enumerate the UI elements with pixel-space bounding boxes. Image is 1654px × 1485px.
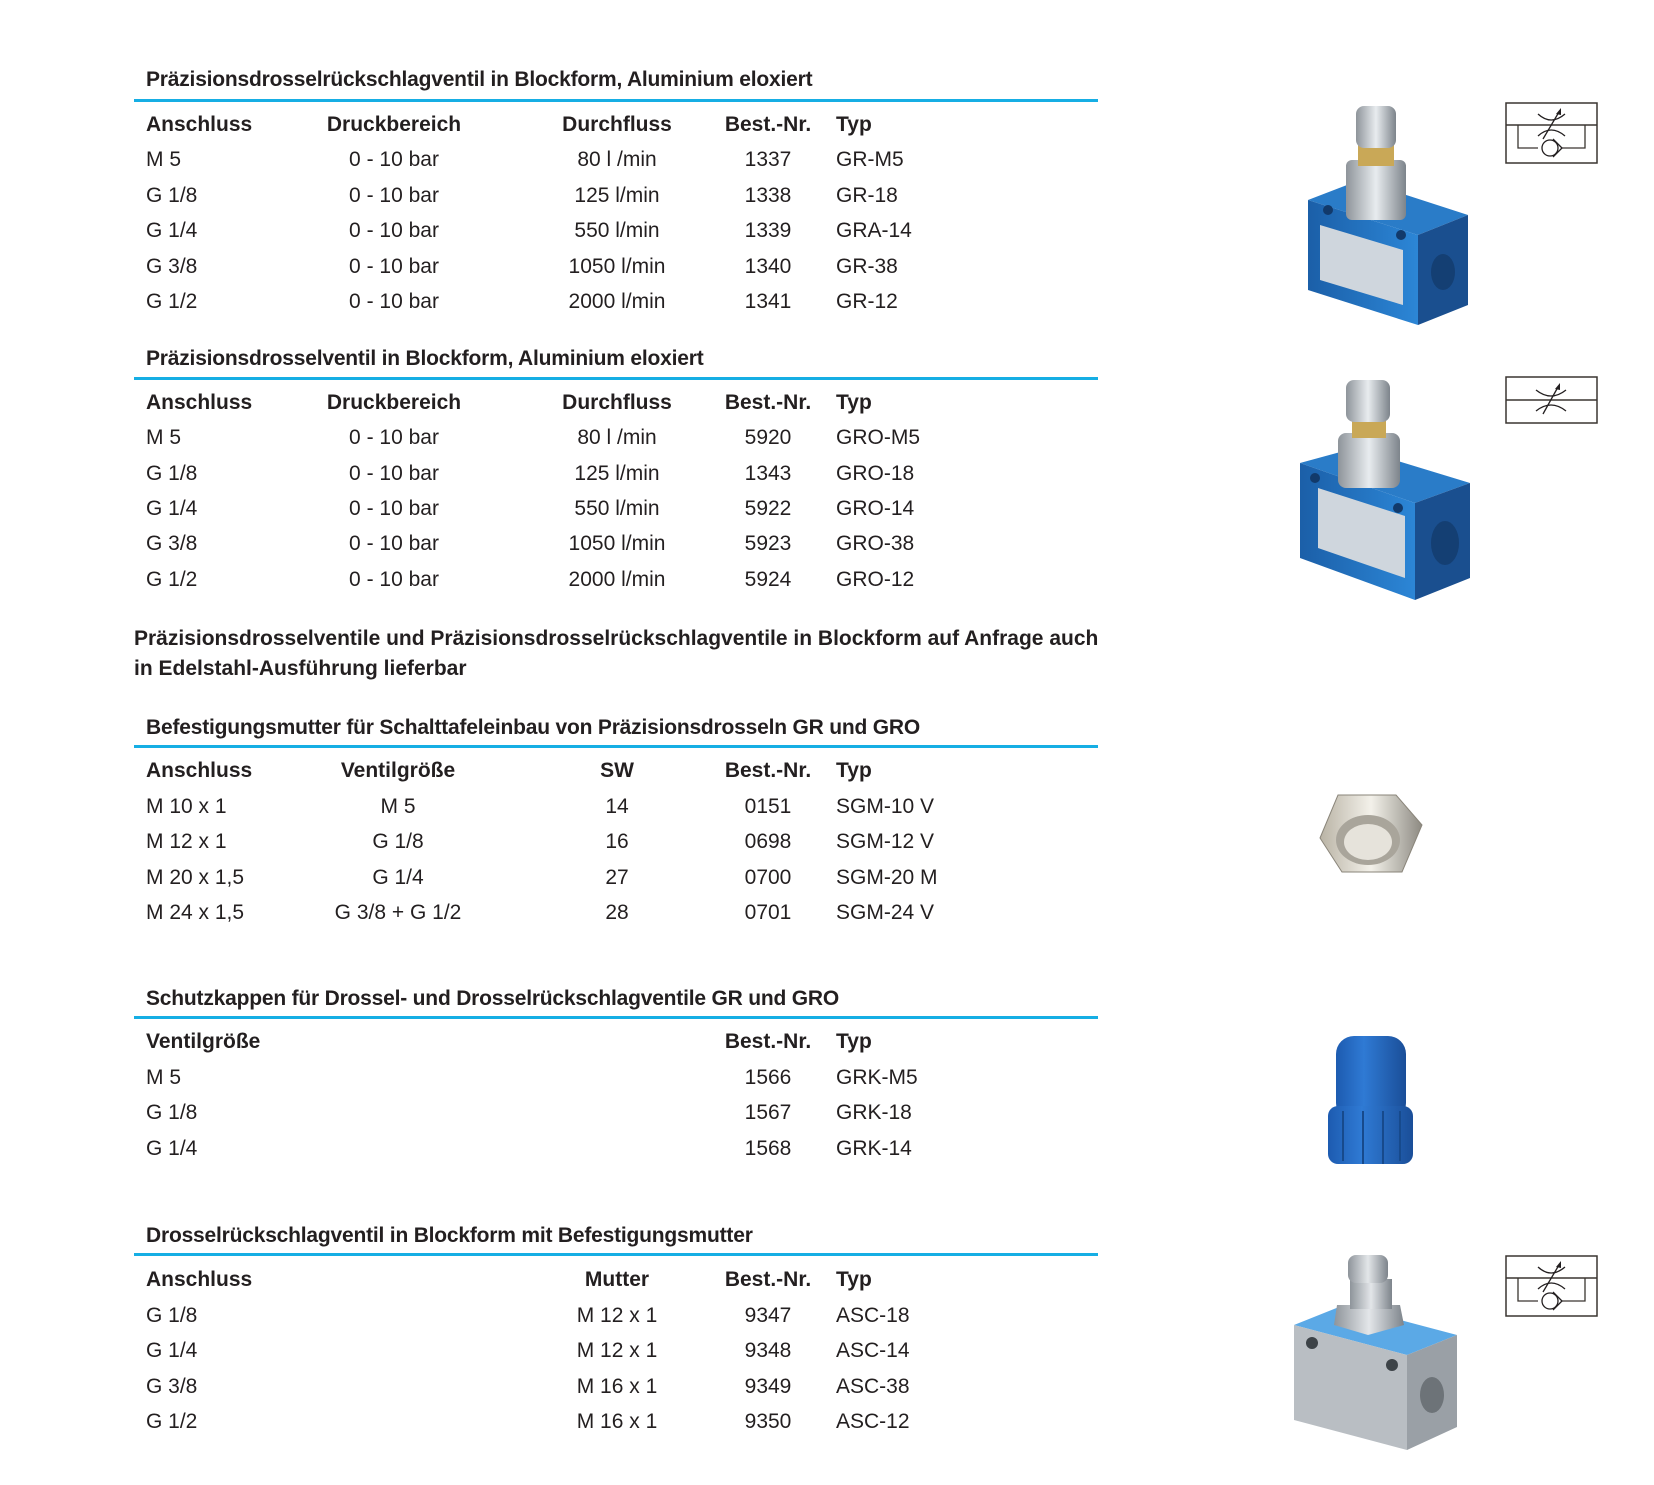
cell-bestnr: 1343 xyxy=(744,462,792,485)
cell-durchfluss: 2000 l/min xyxy=(568,568,666,591)
cell-anschluss: M 20 x 1,5 xyxy=(146,866,245,889)
cell-sw: 16 xyxy=(605,830,629,853)
section-divider xyxy=(134,99,1098,102)
cell-anschluss: G 3/8 xyxy=(146,1375,198,1398)
column-header-anschluss: Anschluss xyxy=(146,391,253,414)
cell-durchfluss: 125 l/min xyxy=(574,462,660,485)
column-header-bestnr: Best.-Nr. xyxy=(724,759,812,782)
cell-typ: GR-M5 xyxy=(836,148,904,171)
column-header-anschluss: Anschluss xyxy=(146,1268,253,1291)
column-header-typ: Typ xyxy=(836,113,872,136)
cell-druckbereich: 0 - 10 bar xyxy=(349,255,439,278)
cell-druckbereich: 0 - 10 bar xyxy=(349,462,439,485)
column-header-bestnr: Best.-Nr. xyxy=(724,113,812,136)
cell-ventilgroesse: G 3/8 + G 1/2 xyxy=(334,901,462,924)
cell-druckbereich: 0 - 10 bar xyxy=(349,219,439,242)
cell-durchfluss: 1050 l/min xyxy=(568,532,666,555)
cell-mutter: M 12 x 1 xyxy=(576,1339,658,1362)
column-header-durchfluss: Durchfluss xyxy=(562,391,672,414)
section-divider xyxy=(134,1016,1098,1019)
cell-typ: GR-12 xyxy=(836,290,898,313)
hex-nut-photo xyxy=(1318,790,1428,880)
cell-anschluss: G 1/4 xyxy=(146,1339,198,1362)
throttle-check-valve-symbol-icon xyxy=(1505,102,1598,164)
cell-bestnr: 1338 xyxy=(744,184,792,207)
cell-bestnr: 1337 xyxy=(744,148,792,171)
cell-typ: GRK-14 xyxy=(836,1137,912,1160)
cell-ventilgroesse: M 5 xyxy=(380,795,416,818)
cell-typ: GRO-18 xyxy=(836,462,915,485)
cell-ventilgroesse: G 1/4 xyxy=(372,866,424,889)
cell-bestnr: 1340 xyxy=(744,255,792,278)
cell-sw: 14 xyxy=(605,795,629,818)
cell-bestnr: 9349 xyxy=(744,1375,792,1398)
cell-bestnr: 0701 xyxy=(744,901,792,924)
cell-bestnr: 5920 xyxy=(744,426,792,449)
cell-anschluss: G 1/4 xyxy=(146,219,198,242)
flow-control-valve-blue-photo xyxy=(1290,378,1470,603)
column-header-typ: Typ xyxy=(836,1030,872,1053)
cell-bestnr: 9350 xyxy=(744,1410,792,1433)
cell-typ: SGM-20 M xyxy=(836,866,938,889)
cell-durchfluss: 550 l/min xyxy=(574,219,660,242)
column-header-mutter: Mutter xyxy=(584,1268,650,1291)
column-header-ventilgroesse: Ventilgröße xyxy=(340,759,456,782)
cell-typ: GRO-12 xyxy=(836,568,915,591)
cell-bestnr: 5922 xyxy=(744,497,792,520)
cell-sw: 27 xyxy=(605,866,629,889)
cell-typ: GRK-M5 xyxy=(836,1066,918,1089)
cell-anschluss: G 1/4 xyxy=(146,497,198,520)
cell-typ: SGM-12 V xyxy=(836,830,935,853)
cell-bestnr: 9347 xyxy=(744,1304,792,1327)
column-header-typ: Typ xyxy=(836,391,872,414)
cell-typ: GRA-14 xyxy=(836,219,912,242)
column-header-bestnr: Best.-Nr. xyxy=(724,391,812,414)
cell-anschluss: G 1/8 xyxy=(146,462,198,485)
cell-bestnr: 9348 xyxy=(744,1339,792,1362)
column-header-sw: SW xyxy=(600,759,634,782)
cell-ventilgroesse: G 1/4 xyxy=(146,1137,198,1160)
cell-druckbereich: 0 - 10 bar xyxy=(349,148,439,171)
cell-durchfluss: 1050 l/min xyxy=(568,255,666,278)
cell-durchfluss: 125 l/min xyxy=(574,184,660,207)
section-divider xyxy=(134,1253,1098,1256)
cell-typ: GRO-M5 xyxy=(836,426,920,449)
cell-druckbereich: 0 - 10 bar xyxy=(349,532,439,555)
cell-typ: GRK-18 xyxy=(836,1101,912,1124)
cell-typ: GRO-14 xyxy=(836,497,915,520)
cell-druckbereich: 0 - 10 bar xyxy=(349,497,439,520)
cell-bestnr: 1341 xyxy=(744,290,792,313)
section-title: Präzisionsdrosselventil in Blockform, Aluminium eloxiert xyxy=(146,347,704,370)
cell-anschluss: G 3/8 xyxy=(146,532,198,555)
cell-bestnr: 5923 xyxy=(744,532,792,555)
cell-durchfluss: 80 l /min xyxy=(577,426,657,449)
throttle-valve-symbol-icon xyxy=(1505,376,1598,424)
cell-bestnr: 1566 xyxy=(744,1066,792,1089)
column-header-durchfluss: Durchfluss xyxy=(562,113,672,136)
cell-anschluss: G 1/8 xyxy=(146,1304,198,1327)
cell-durchfluss: 80 l /min xyxy=(577,148,657,171)
cell-ventilgroesse: G 1/8 xyxy=(146,1101,198,1124)
cell-anschluss: M 24 x 1,5 xyxy=(146,901,245,924)
note-line-2: in Edelstahl-Ausführung lieferbar xyxy=(134,657,467,680)
section-title: Präzisionsdrosselrückschlagventil in Blockform, Aluminium eloxiert xyxy=(146,68,813,91)
cell-typ: GR-38 xyxy=(836,255,898,278)
cell-anschluss: G 1/2 xyxy=(146,290,198,313)
cell-typ: GRO-38 xyxy=(836,532,915,555)
section-title: Befestigungsmutter für Schalttafeleinbau von Präzisionsdrosseln GR und GRO xyxy=(146,716,920,739)
section-title: Drosselrückschlagventil in Blockform mit Befestigungsmutter xyxy=(146,1224,753,1247)
cell-bestnr: 1567 xyxy=(744,1101,792,1124)
cell-mutter: M 12 x 1 xyxy=(576,1304,658,1327)
section-divider xyxy=(134,745,1098,748)
cell-durchfluss: 550 l/min xyxy=(574,497,660,520)
cell-anschluss: G 1/2 xyxy=(146,568,198,591)
cell-sw: 28 xyxy=(605,901,629,924)
cell-anschluss: M 10 x 1 xyxy=(146,795,227,818)
column-header-druckbereich: Druckbereich xyxy=(326,391,462,414)
cell-typ: ASC-38 xyxy=(836,1375,910,1398)
column-header-typ: Typ xyxy=(836,1268,872,1291)
cell-bestnr: 0151 xyxy=(744,795,792,818)
flow-control-check-valve-blue-photo xyxy=(1298,100,1468,325)
section-divider xyxy=(134,377,1098,380)
column-header-anschluss: Anschluss xyxy=(146,113,253,136)
cell-ventilgroesse: G 1/8 xyxy=(372,830,424,853)
cell-anschluss: M 5 xyxy=(146,426,182,449)
cell-druckbereich: 0 - 10 bar xyxy=(349,290,439,313)
cell-mutter: M 16 x 1 xyxy=(576,1410,658,1433)
column-header-druckbereich: Druckbereich xyxy=(326,113,462,136)
cell-druckbereich: 0 - 10 bar xyxy=(349,426,439,449)
cell-anschluss: M 12 x 1 xyxy=(146,830,227,853)
cell-bestnr: 5924 xyxy=(744,568,792,591)
cell-typ: SGM-24 V xyxy=(836,901,935,924)
column-header-bestnr: Best.-Nr. xyxy=(724,1268,812,1291)
cell-ventilgroesse: M 5 xyxy=(146,1066,182,1089)
throttle-check-valve-symbol-icon xyxy=(1505,1255,1598,1317)
column-header-anschluss: Anschluss xyxy=(146,759,253,782)
section-title: Schutzkappen für Drossel- und Drosselrückschlagventile GR und GRO xyxy=(146,987,839,1010)
column-header-typ: Typ xyxy=(836,759,872,782)
note-line-1: Präzisionsdrosselventile und Präzisionsdrosselrückschlagventile in Blockform auf Anfrage auch xyxy=(134,627,1099,650)
cell-anschluss: G 1/2 xyxy=(146,1410,198,1433)
cell-anschluss: G 3/8 xyxy=(146,255,198,278)
cell-bestnr: 1339 xyxy=(744,219,792,242)
cell-bestnr: 0700 xyxy=(744,866,792,889)
cell-bestnr: 1568 xyxy=(744,1137,792,1160)
cell-anschluss: G 1/8 xyxy=(146,184,198,207)
cell-anschluss: M 5 xyxy=(146,148,182,171)
blue-protective-cap-photo xyxy=(1328,1036,1413,1166)
column-header-bestnr: Best.-Nr. xyxy=(724,1030,812,1053)
cell-druckbereich: 0 - 10 bar xyxy=(349,568,439,591)
cell-typ: ASC-18 xyxy=(836,1304,910,1327)
cell-typ: ASC-12 xyxy=(836,1410,910,1433)
cell-druckbereich: 0 - 10 bar xyxy=(349,184,439,207)
cell-typ: SGM-10 V xyxy=(836,795,935,818)
cell-bestnr: 0698 xyxy=(744,830,792,853)
cell-typ: ASC-14 xyxy=(836,1339,910,1362)
cell-mutter: M 16 x 1 xyxy=(576,1375,658,1398)
column-header-ventilgroesse: Ventilgröße xyxy=(146,1030,261,1053)
flow-control-check-valve-silver-photo xyxy=(1292,1255,1462,1460)
cell-typ: GR-18 xyxy=(836,184,898,207)
cell-durchfluss: 2000 l/min xyxy=(568,290,666,313)
